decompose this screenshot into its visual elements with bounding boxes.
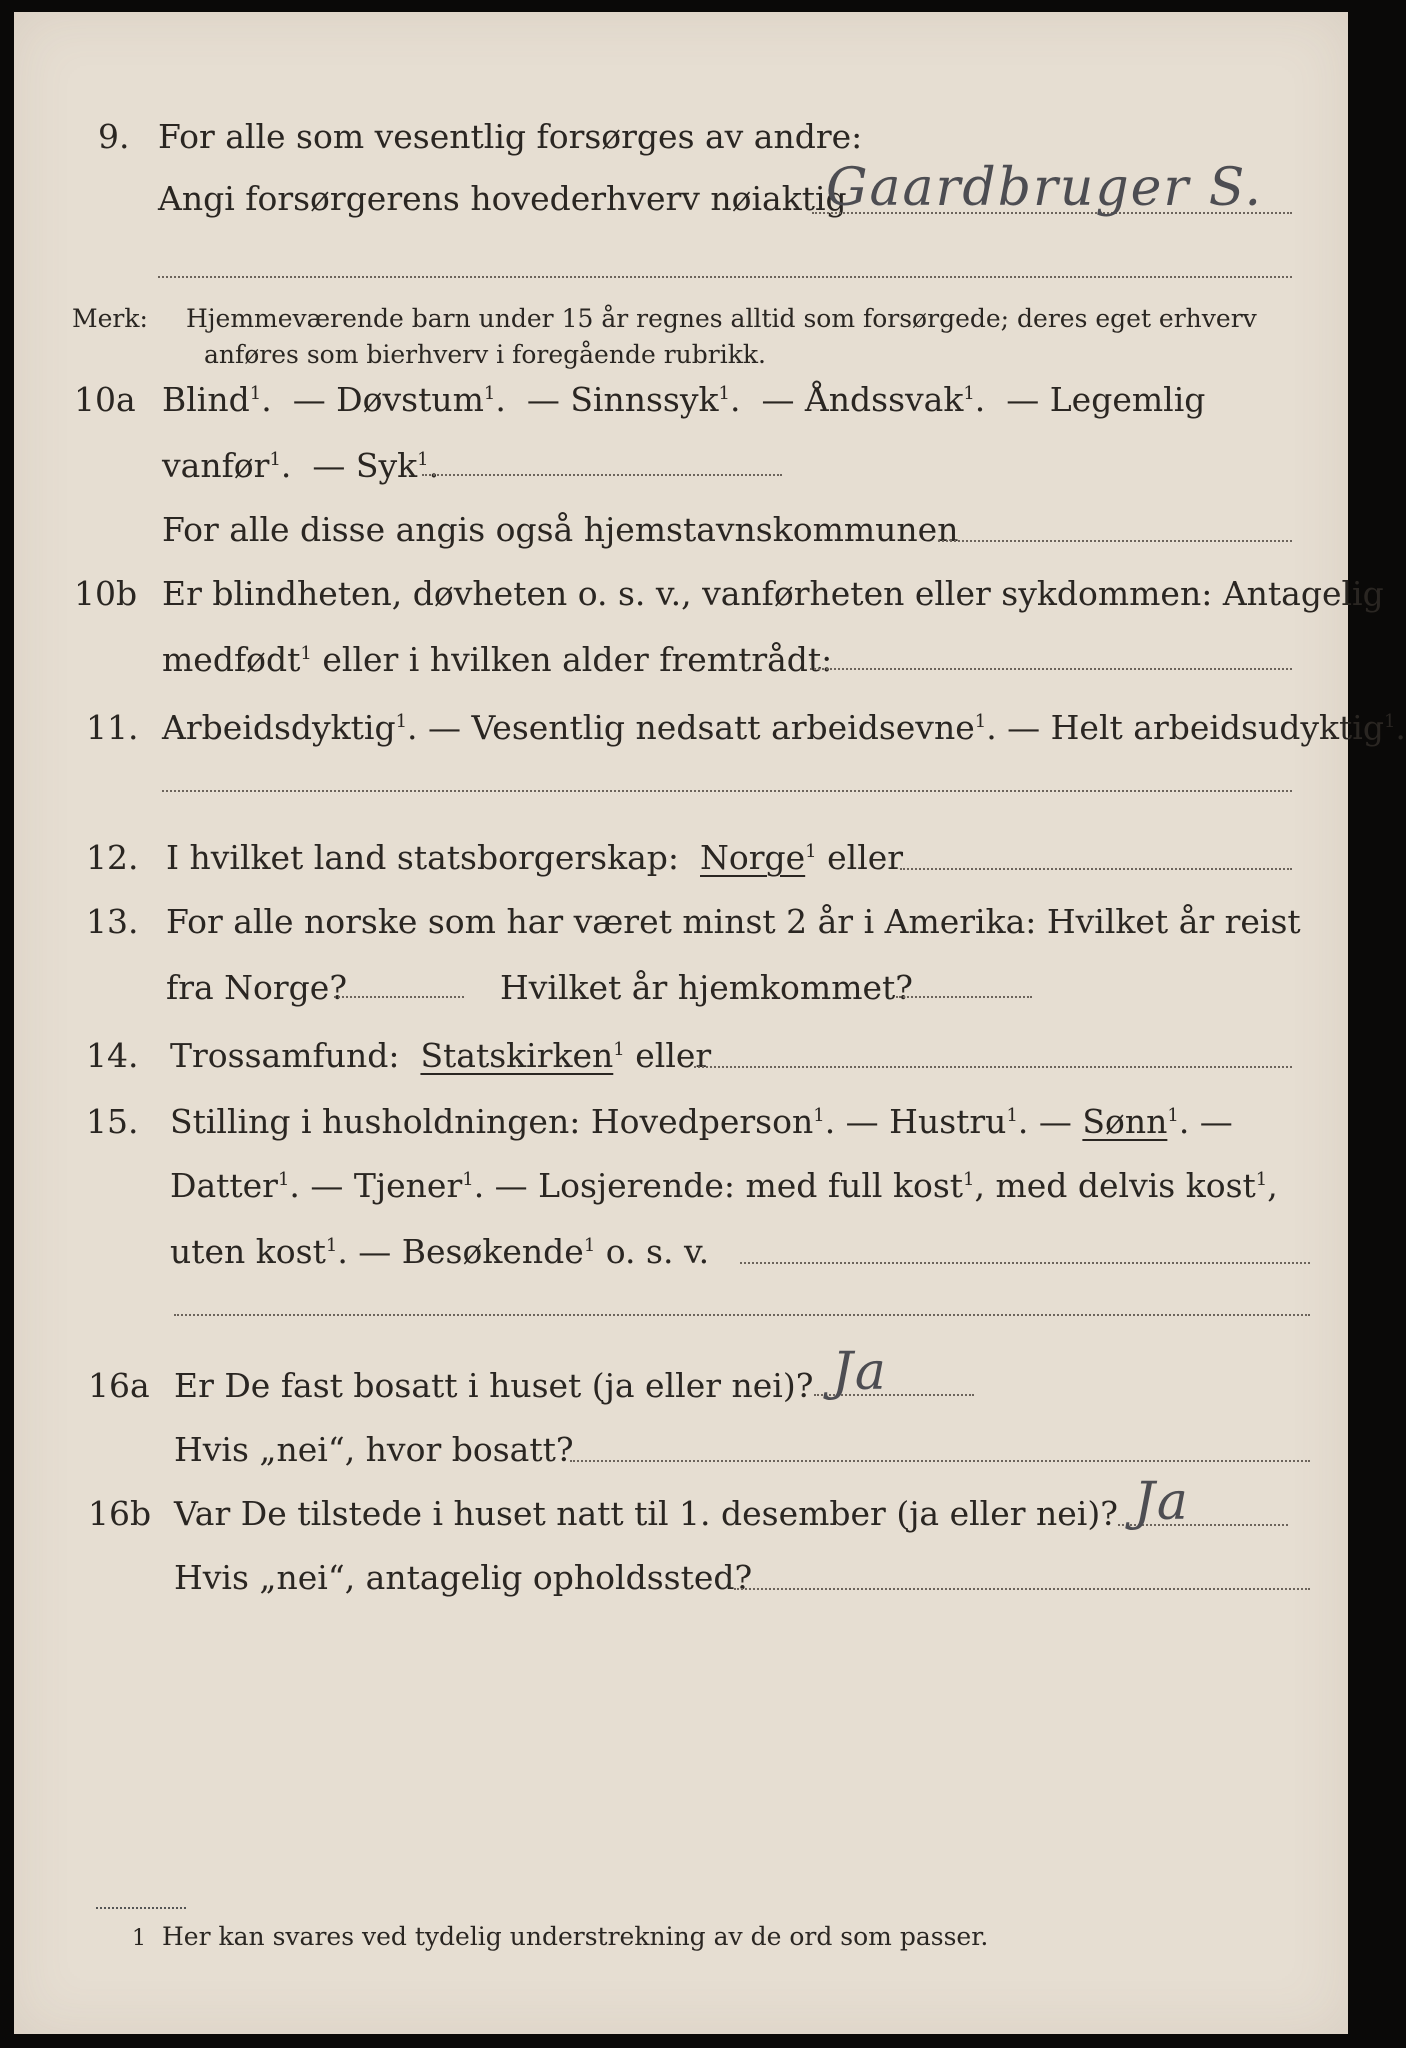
q13-line2b: Hvilket år hjemkommet?: [500, 968, 913, 1007]
q10a-line1: Blind$^1$. — Døvstum$^1$. — Sinnssyk$^1$. — Åndssvak$^1$. — Legemlig: [162, 380, 1206, 419]
q10b-alder-line: [810, 668, 1292, 670]
q12-land-line: [900, 868, 1292, 870]
q11-number: 11.: [86, 708, 139, 747]
q11-line: Arbeidsdyktig$^1$. — Vesentlig nedsatt arbeidsevne$^1$. — Helt arbeidsudyktig$^1$.: [162, 708, 1406, 747]
q10a-kommune-line: [938, 540, 1292, 542]
q14-number: 14.: [86, 1036, 139, 1075]
q15-line3: uten kost$^1$. — Besøkende$^1$ o. s. v.: [170, 1232, 710, 1271]
q16a-handwritten-answer: Ja: [832, 1342, 888, 1402]
q13-reist-line: [334, 996, 464, 998]
q16a-number: 16a: [88, 1366, 150, 1405]
q13-number: 13.: [86, 902, 139, 941]
q11-extra-line: [162, 790, 1292, 792]
q10a-line3: For alle disse angis også hjemstavnskommunen: [162, 510, 959, 549]
q16b-handwritten-answer: Ja: [1134, 1472, 1190, 1532]
q13-line2a: fra Norge?: [166, 968, 348, 1007]
q12-line: I hvilket land statsborgerskap: Norge$^1$ eller: [166, 838, 904, 877]
q15-line1: Stilling i husholdningen: Hovedperson$^1$. — Hustru$^1$. — Sønn$^1$. —: [170, 1102, 1233, 1141]
q9-line1: For alle som vesentlig forsørges av andre:: [158, 117, 863, 156]
q9-extra-line: [158, 276, 1292, 278]
q16b-line1: Var De tilstede i huset natt til 1. desember (ja eller nei)?: [174, 1494, 1118, 1533]
q13-hjemkommet-line: [896, 996, 1032, 998]
q14-statskirken-underlined: Statskirken: [420, 1036, 614, 1075]
q15-line2: Datter$^1$. — Tjener$^1$. — Losjerende: med full kost$^1$, med delvis kost$^1$,: [170, 1166, 1278, 1205]
q12-norge-underlined: Norge: [700, 838, 806, 877]
census-form-page: [14, 12, 1406, 2034]
q15-stilling-line: [740, 1262, 1310, 1264]
q10a-number: 10a: [74, 380, 136, 419]
q16a-line1: Er De fast bosatt i huset (ja eller nei)?: [174, 1366, 814, 1405]
q16a-line2: Hvis „nei“, hvor bosatt?: [174, 1430, 574, 1469]
merk-line2: anføres som bierhverv i foregående rubrikk.: [204, 340, 766, 369]
q9-number: 9.: [98, 117, 130, 156]
q16a-bosatt-line: [570, 1460, 1310, 1462]
footnote-text: Her kan svares ved tydelig understrekning av de ord som passer.: [162, 1922, 989, 1951]
footnote-mark: 1: [132, 1926, 146, 1951]
q13-line1: For alle norske som har været minst 2 år i Amerika: Hvilket år reist: [166, 902, 1301, 941]
q10b-line1: Er blindheten, døvheten o. s. v., vanførheten eller sykdommen: Antagelig: [162, 574, 1384, 613]
q14-line: Trossamfund: Statskirken$^1$ eller: [170, 1036, 712, 1075]
q15-sonn-underlined: Sønn: [1082, 1102, 1168, 1141]
merk-label: Merk:: [72, 304, 148, 333]
q10a-line2: vanfør$^1$. — Syk$^1$.: [162, 446, 440, 485]
q15-number: 15.: [86, 1102, 139, 1141]
q14-trossamfund-line: [694, 1066, 1292, 1068]
footnote-rule: [96, 1907, 186, 1909]
q15-extra-line: [174, 1314, 1310, 1316]
q10b-line2: medfødt$^1$ eller i hvilken alder fremtrådt:: [162, 640, 833, 679]
merk-line1: Hjemmeværende barn under 15 år regnes alltid som forsørgede; deres eget erhverv: [186, 304, 1257, 333]
q9-line2: Angi forsørgerens hovederhverv nøiaktig: [158, 179, 847, 218]
q12-number: 12.: [86, 838, 139, 877]
q16b-opholdssted-line: [734, 1588, 1310, 1590]
q16b-line2: Hvis „nei“, antagelig opholdssted?: [174, 1558, 753, 1597]
q10b-number: 10b: [74, 574, 138, 613]
q9-handwritten-answer: Gaardbruger S.: [826, 158, 1264, 218]
q10a-syk-line: [422, 474, 782, 476]
q16b-number: 16b: [88, 1494, 152, 1533]
